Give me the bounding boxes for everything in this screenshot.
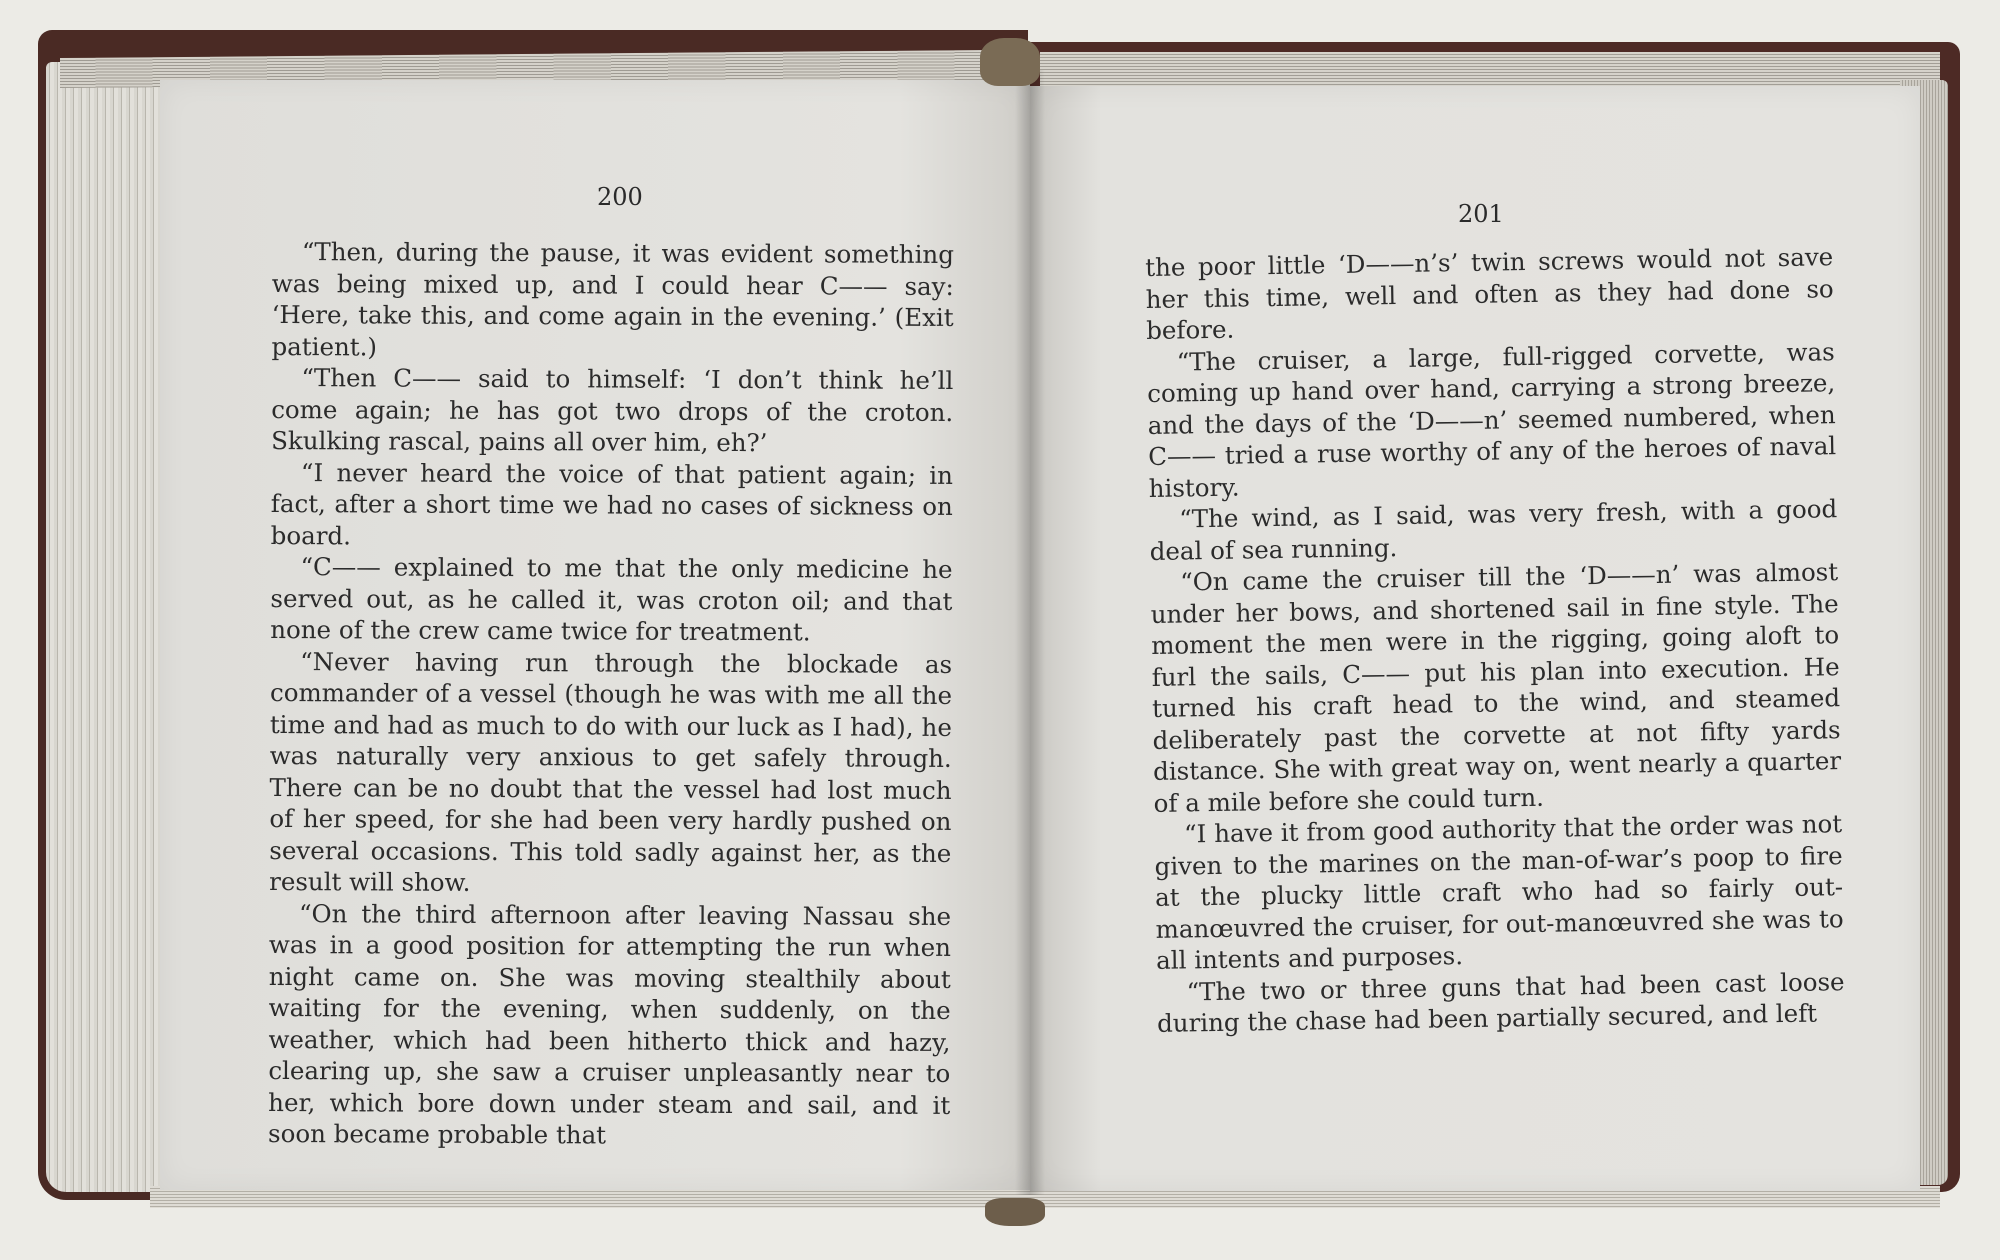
paragraph: “Never having run through the blockade as commander of a vessel (though he was with me all the time and had as much to do with our luck as I had), he was naturally very anxious to get safely through. There can be no doubt that the vessel had lost much of her speed, for she had been very hardly pushed on several occasions. This told sadly against her, as the result will show. bbox=[269, 646, 953, 897]
left-page-text bbox=[268, 236, 954, 1152]
right-page-number: 201 bbox=[1458, 200, 1504, 228]
top-right-page-edges bbox=[1040, 52, 1940, 86]
paragraph: “I never heard the voice of that patient again; in fact, after a short time we had no cases of sickness on board. bbox=[270, 457, 954, 550]
paragraph: “Then, during the pause, it was evident something was being mixed up, and I could hear C—— say: ‘Here, take this, and come again in the evening.’ (Exit patient.) bbox=[271, 237, 954, 361]
paragraph: “On came the cruiser till the ‘D——n’ was almost under her bows, and shortened sail in fine style. The moment the men were in the rigging, going aloft to furl the sails, C—— put his plan into execution. He turned his craft head to the wind, and steamed deliberately past the corvette at not fifty yards distance. She with great way on, went nearly a quarter of a mile before she could turn. bbox=[1150, 557, 1842, 818]
paragraph: the poor little ‘D——n’s’ twin screws would not save her this time, well and often as they had done so before. bbox=[1145, 242, 1834, 345]
left-page-edges bbox=[46, 62, 176, 1192]
paragraph: “The two or three guns that had been cast loose during the chase had been partially secured, and left bbox=[1156, 966, 1845, 1038]
left-page-number: 200 bbox=[597, 183, 643, 211]
paragraph: “On the third afternoon after leaving Nassau she was in a good position for attempting the run when night came on. She was moving stealthily about waiting for the evening, when suddenly, on the weather, which had been hitherto thick and hazy, clearing up, she saw a cruiser unpleasantly near to her, which bore down under steam and sail, and it soon became probable that bbox=[268, 898, 952, 1150]
paragraph: “The cruiser, a large, full-rigged corvette, was coming up hand over hand, carrying a strong breeze, and the days of the ‘D——n’ seemed numbered, when C—— tried a ruse worthy of any of the heroes of naval history. bbox=[1146, 336, 1837, 503]
paragraph: “The wind, as I said, was very fresh, with a good deal of sea running. bbox=[1149, 494, 1838, 566]
paragraph: “Then C—— said to himself: ‘I don’t think he’ll come again; he has got two drops of the croton. Skulking rascal, pains all over him, eh?’ bbox=[271, 363, 954, 458]
paragraph: “I have it from good authority that the order was not given to the marines on the man-of-war’s poop to fire at the plucky little craft who had so fairly out-manœuvred the cruiser, for out-manœuvred she was to all intents and purposes. bbox=[1154, 809, 1844, 975]
spine-bottom bbox=[985, 1198, 1045, 1226]
gutter-shadow bbox=[1015, 70, 1045, 1195]
paragraph: “C—— explained to me that the only medicine he served out, as he called it, was croton oil; and that none of the crew came twice for treatment. bbox=[270, 552, 953, 647]
spine-top bbox=[980, 38, 1040, 86]
right-page-text bbox=[1145, 241, 1845, 1039]
